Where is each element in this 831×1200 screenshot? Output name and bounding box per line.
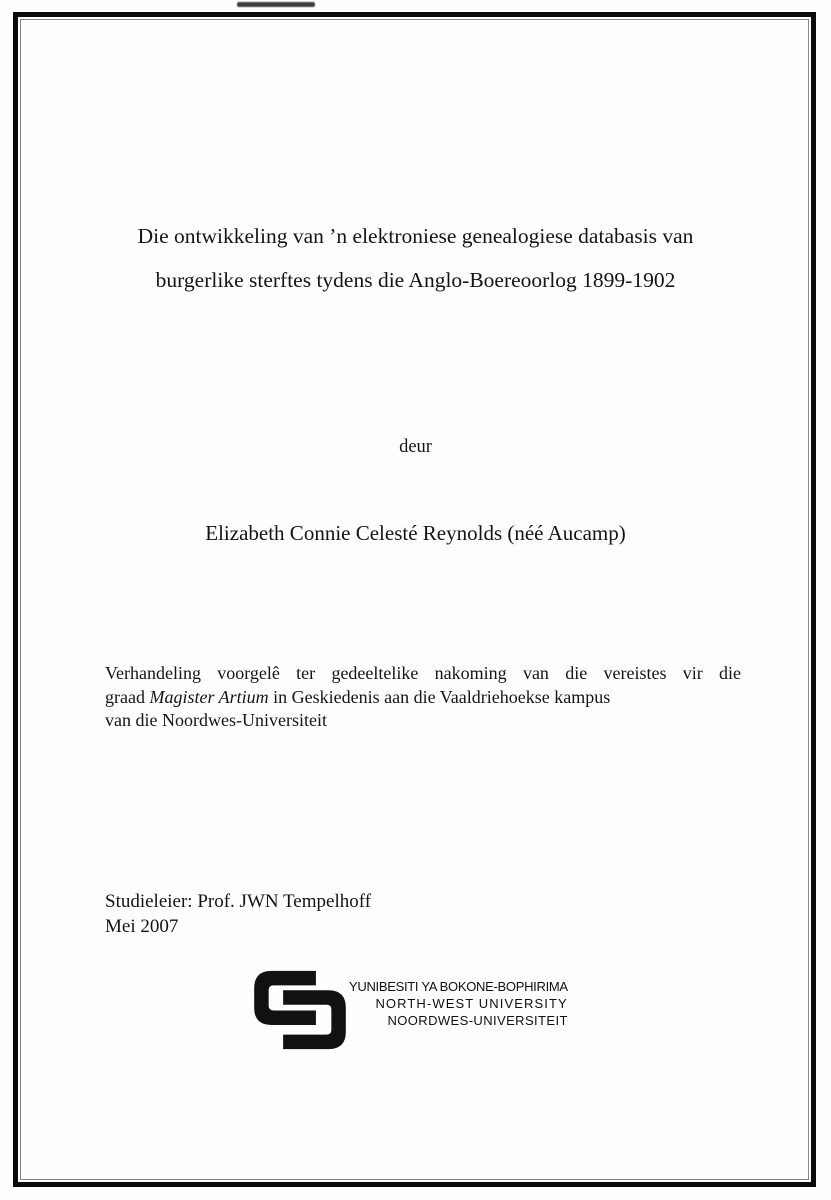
thesis-title-line1: Die ontwikkeling van ’n elektroniese genealogiese databasis van (137, 224, 694, 248)
degree-statement-line2-post: in Geskiedenis aan die Vaaldriehoekse kampus (268, 686, 611, 707)
nwu-logo (254, 969, 568, 1051)
degree-statement-line2 (105, 686, 741, 710)
logo-line-english: NORTH-WEST UNIVERSITY (375, 996, 568, 1011)
nwu-logo-text (349, 969, 568, 1029)
thesis-title (70, 214, 761, 302)
author-name: Elizabeth Connie Celesté Reynolds (néé Aucamp) (205, 521, 626, 545)
degree-statement-line2-pre: graad (105, 686, 150, 707)
logo-line-setswana: YUNIBESITI YA BOKONE-BOPHIRIMA (349, 979, 568, 994)
scan-artifact-top (237, 2, 315, 7)
supervisor-line: Studieleier: Prof. JWN Tempelhoff (105, 891, 372, 912)
nwu-logo-mark-icon (254, 969, 346, 1051)
thesis-title-line2: burgerlike sterftes tydens die Anglo-Boereoorlog 1899-1902 (155, 268, 676, 292)
logo-line-afrikaans: NOORDWES-UNIVERSITEIT (387, 1013, 568, 1028)
degree-statement-line3: van die Noordwes-Universiteit (105, 710, 327, 730)
degree-statement-line1: Verhandeling voorgelê ter gedeeltelike nakoming van die vereistes vir die (105, 663, 741, 683)
degree-name-italic: Magister Artium (149, 686, 269, 707)
byline-deur: deur (399, 437, 432, 457)
advisor-block (105, 889, 371, 939)
date-line: Mei 2007 (105, 916, 179, 937)
degree-statement (105, 662, 741, 733)
